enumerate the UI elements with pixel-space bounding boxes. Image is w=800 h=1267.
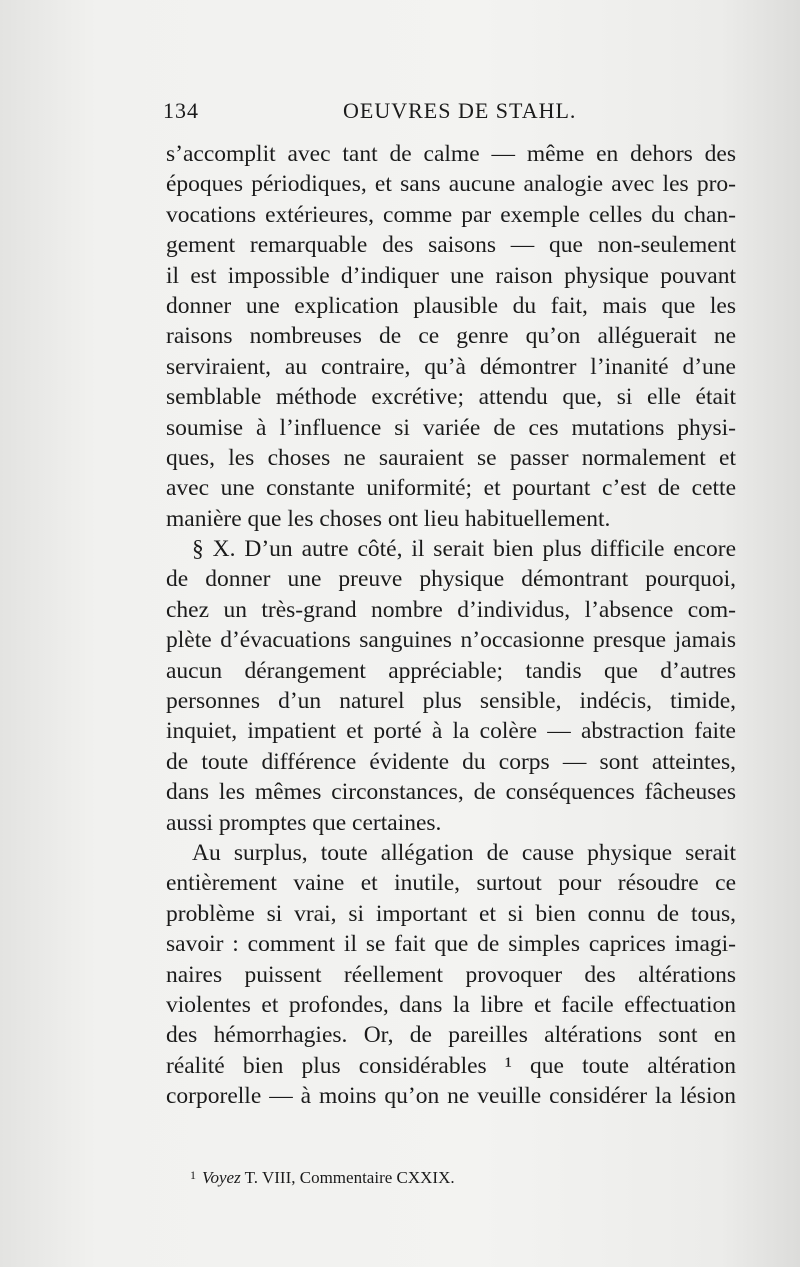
text-line: aucun dérangement appréciable; tandis que d’autres [166,657,736,684]
footnote-text: T. VIII, Commentaire CXXIX. [244,1168,455,1187]
text-line: plète d’évacuations sanguines n’occasionne presque jamais [166,627,736,654]
text-line: de toute différence évidente du corps — sont atteintes, [166,748,736,775]
text-line: il est impossible d’indiquer une raison physique pouvant [166,262,736,289]
text-line: serviraient, au contraire, qu’à démontrer l’inanité d’une [166,353,736,380]
text-line: naires puissent réellement provoquer des altérations [166,961,736,988]
text-line: manière que les choses ont lieu habituellement. [166,505,611,532]
text-line: soumise à l’influence si variée de ces mutations physi- [166,414,736,441]
text-line: semblable méthode excrétive; attendu que, si elle était [166,384,736,411]
body-text [166,139,736,1112]
text-line: chez un très-grand nombre d’individus, l’absence com- [166,596,736,623]
text-line: vocations extérieures, comme par exemple celles du chan- [166,201,736,228]
footnote-voyez: Voyez [202,1168,241,1187]
text-line: donner une explication plausible du fait, mais que les [166,292,736,319]
text-line: gement remarquable des saisons — que non-seulement [166,232,736,259]
text-line: aussi promptes que certaines. [166,809,442,836]
page-header [163,98,743,128]
text-line: entièrement vaine et inutile, surtout pour résoudre ce [166,870,736,897]
text-line: personnes d’un naturel plus sensible, indécis, timide, [166,688,736,715]
text-line: s’accomplit avec tant de calme — même en dehors des [166,141,736,167]
footnote [190,1168,710,1188]
text-line: violentes et profondes, dans la libre et facile effectuation [166,991,736,1018]
text-line: réalité bien plus considérables ¹ que toute altération [166,1052,736,1079]
text-line: corporelle — à moins qu’on ne veuille considérer la lésion [166,1083,736,1110]
text-line: époques périodiques, et sans aucune analogie avec les pro- [166,171,736,198]
text-line: ques, les choses ne sauraient se passer normalement et [166,444,736,471]
text-line: des hémorrhagies. Or, de pareilles altérations sont en [166,1022,736,1049]
running-title: OEUVRES DE STAHL. [343,98,577,123]
text-line: dans les mêmes circonstances, de conséquences fâcheuses [166,779,736,806]
text-line: problème si vrai, si important et si bien connu de tous, [166,900,736,927]
paragraph-start-line: Au surplus, toute allégation de cause physique serait [192,839,736,866]
text-line: savoir : comment il se fait que de simples caprices imagi- [166,931,736,958]
footnote-marker: 1 [190,1168,196,1182]
section-heading-line: § X. D’un autre côté, il serait bien plus difficile encore [192,536,736,563]
text-line: avec une constante uniformité; et pourtant c’est de cette [166,475,736,502]
text-line: de donner une preuve physique démontrant pourquoi, [166,566,736,593]
page-number: 134 [163,98,199,123]
text-line: raisons nombreuses de ce genre qu’on alléguerait ne [166,323,736,350]
text-line: inquiet, impatient et porté à la colère — abstraction faite [166,718,736,745]
